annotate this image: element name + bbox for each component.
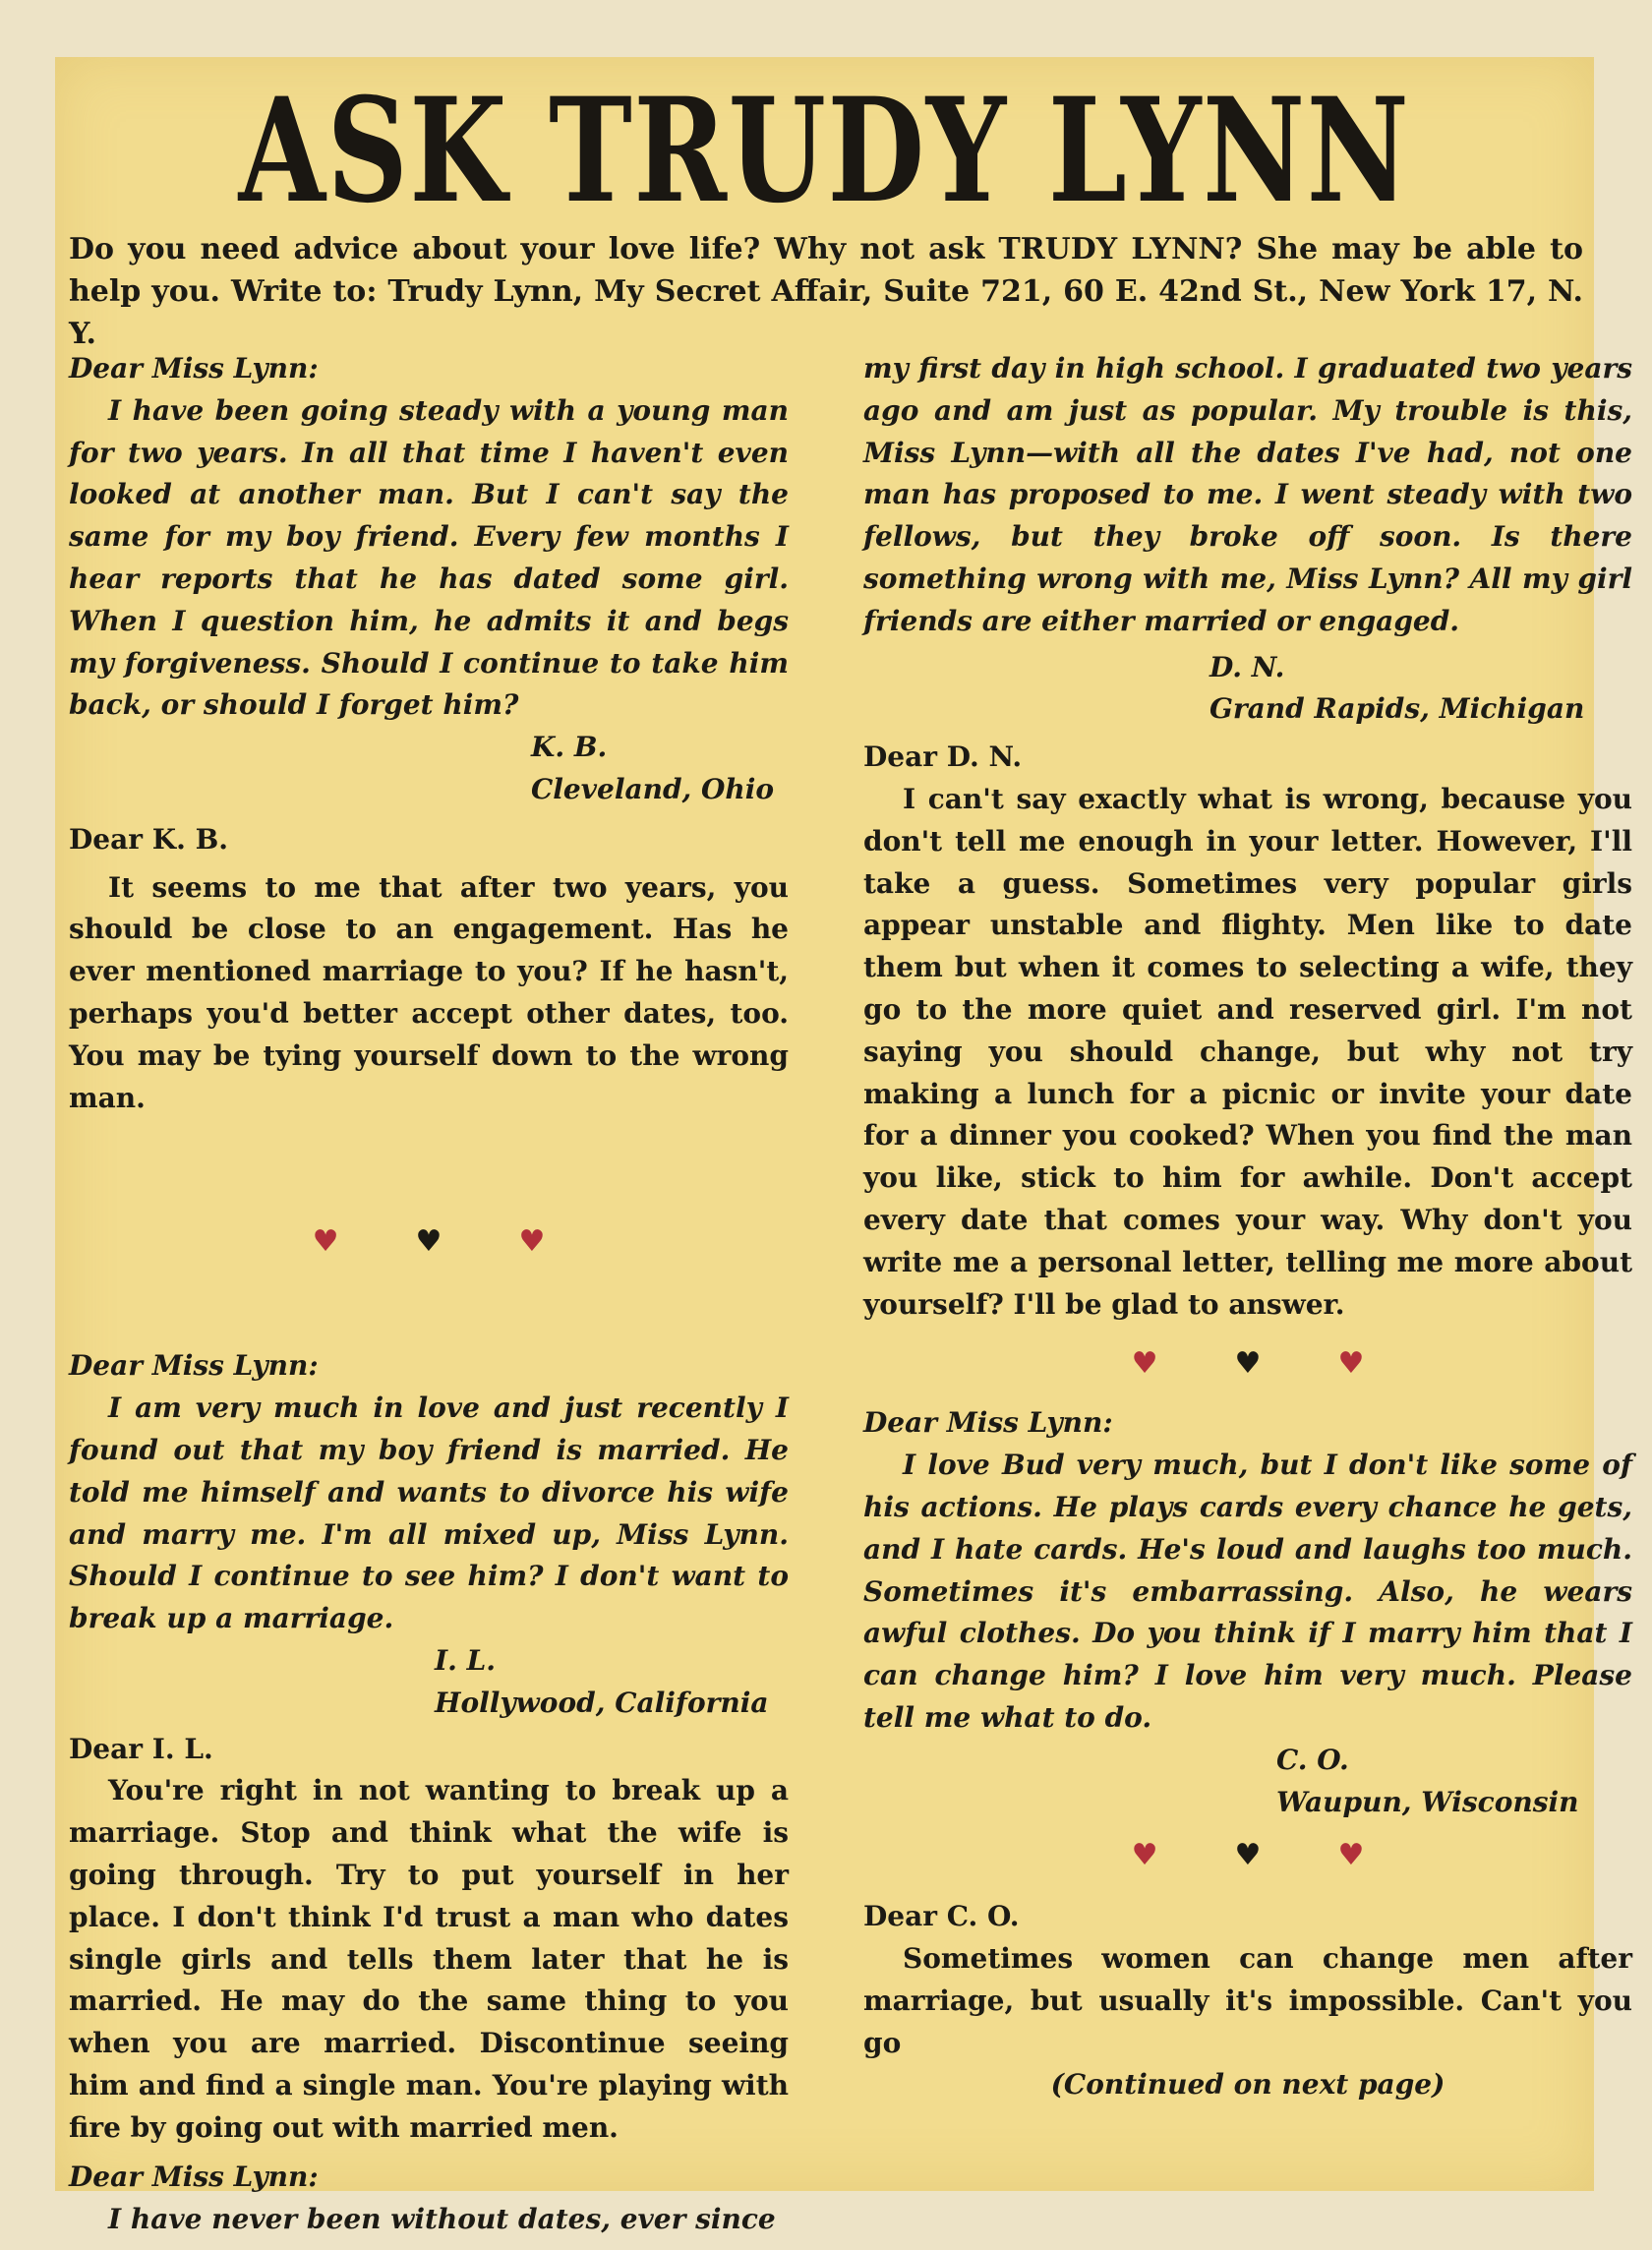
- heart-icon: ♥: [1337, 1346, 1365, 1382]
- heart-icon: ♥: [312, 1224, 339, 1260]
- letter-4-location: Waupun, Wisconsin: [1276, 1785, 1579, 1818]
- heart-icon: ♥: [1131, 1838, 1158, 1873]
- letter-2-body: I am very much in love and just recently I found out that my boy friend is married. He told me himself and wants to divorce his wife and marry me. I'm all mixed up, Miss Lynn. Should I continue to see him? I don't want to break up a marriage.: [69, 1391, 789, 1635]
- reply-2-salutation: Dear I. L.: [69, 1732, 213, 1765]
- letter-3-location: Grand Rapids, Michigan: [1210, 692, 1585, 726]
- left-column: [69, 348, 789, 2241]
- heart-icon: ♥: [1131, 1346, 1158, 1382]
- heart-icon: ♥: [518, 1224, 546, 1260]
- reply-3-salutation: Dear D. N.: [863, 740, 1023, 774]
- page-panel: [55, 57, 1632, 2236]
- letter-4-body: I love Bud very much, but I don't like some of his actions. He plays cards every chance he gets, and I hate cards. He's loud and laughs too much. Sometimes it's embarrassing. Also, he wears awful clothes. Do you think if I marry him that I can change him? I love him very much. Please tell me what to do.: [863, 1449, 1632, 1734]
- letter-1-body: I have been going steady with a young man for two years. In all that time I haven't even looked at another man. But I can't say the same for my boy friend. Every few months I hear reports that he has dated some girl. When I question him, he admits it and begs my forgiveness. Should I continue to take him back, or should I forget him?: [69, 393, 789, 722]
- page-title: ASK TRUDY LYNN: [238, 67, 1411, 235]
- heart-icon: ♥: [415, 1224, 442, 1260]
- letter-4-signature: [1276, 1740, 1632, 1824]
- heart-icon: ♥: [1337, 1838, 1365, 1873]
- intro-paragraph: Do you need advice about your love life? Why not ask TRUDY LYNN? She may be able to help you. Write to: Trudy Lynn, My Secret Affair, Suite 721, 60 E. 42nd St., New York 17, N. Y.: [69, 232, 1583, 351]
- heart-icon: ♥: [1234, 1838, 1262, 1873]
- reply-2-body: You're right in not wanting to break up a marriage. Stop and think what the wife is going through. Try to put yourself in her place. I don't think I'd trust a man who dates single girls and tells them later that he is married. He may do the same thing to you when you are married. Discontinue seeing him and find a single man. You're playing with fire by going out with married men.: [69, 1774, 789, 2144]
- reply-3-body: I can't say exactly what is wrong, because you don't tell me enough in your letter. However, I'll take a guess. Sometimes very popular girls appear unstable and flighty. Men like to date them but when it comes to selecting a wife, they go to the more quiet and reserved girl. I'm not saying you should change, but why not try making a lunch for a picnic or invite your date for a dinner you cooked? When you find the man you like, stick to him for awhile. Don't accept every date that comes your way. Why don't you write me a personal letter, telling me more about yourself? I'll be glad to answer.: [863, 782, 1632, 1321]
- letter-1-initials: K. B.: [531, 731, 608, 764]
- letter-3-body-cont: my first day in high school. I graduated two years ago and am just as popular. My trouble is this, Miss Lynn—with all the dates I've had, not one man has proposed to me. I went steady with two fellows, but they broke off soon. Is there something wrong with me, Miss Lynn? All my girl friends are either married or engaged.: [863, 352, 1632, 637]
- letter-3-body-start: I have never been without dates, ever since: [108, 2203, 776, 2236]
- right-column: [863, 348, 1632, 2106]
- heart-icon: ♥: [1234, 1346, 1262, 1382]
- letter-1-location: Cleveland, Ohio: [531, 772, 775, 805]
- letter-1-salutation: Dear Miss Lynn:: [69, 352, 319, 385]
- letter-3-signature: [1210, 647, 1632, 732]
- reply-1-body: It seems to me that after two years, you should be close to an engagement. Has he ever mentioned marriage to you? If he hasn't, perhaps you'd better accept other dates, too. You may be tying yourself down to the wrong man.: [69, 870, 789, 1114]
- heart-divider: [69, 1224, 789, 1260]
- reply-1-salutation: Dear K. B.: [69, 822, 228, 856]
- letter-3-initials: D. N.: [1210, 650, 1285, 683]
- letter-2-location: Hollywood, California: [435, 1686, 769, 1719]
- letter-3-salutation: Dear Miss Lynn:: [69, 2161, 319, 2194]
- heart-divider: [863, 1346, 1632, 1382]
- letter-1-signature: [531, 727, 789, 811]
- letter-2-salutation: Dear Miss Lynn:: [69, 1349, 319, 1383]
- letter-2-signature: [435, 1640, 789, 1725]
- reply-4-body: Sometimes women can change men after marriage, but usually it's impossible. Can't you go: [863, 1942, 1632, 2059]
- letter-4-initials: C. O.: [1276, 1743, 1349, 1776]
- letter-2-initials: I. L.: [435, 1643, 497, 1677]
- continued-note: (Continued on next page): [1050, 2068, 1446, 2102]
- reply-4-salutation: Dear C. O.: [863, 1900, 1020, 1933]
- letter-4-salutation: Dear Miss Lynn:: [863, 1406, 1113, 1440]
- heart-divider: [863, 1838, 1632, 1873]
